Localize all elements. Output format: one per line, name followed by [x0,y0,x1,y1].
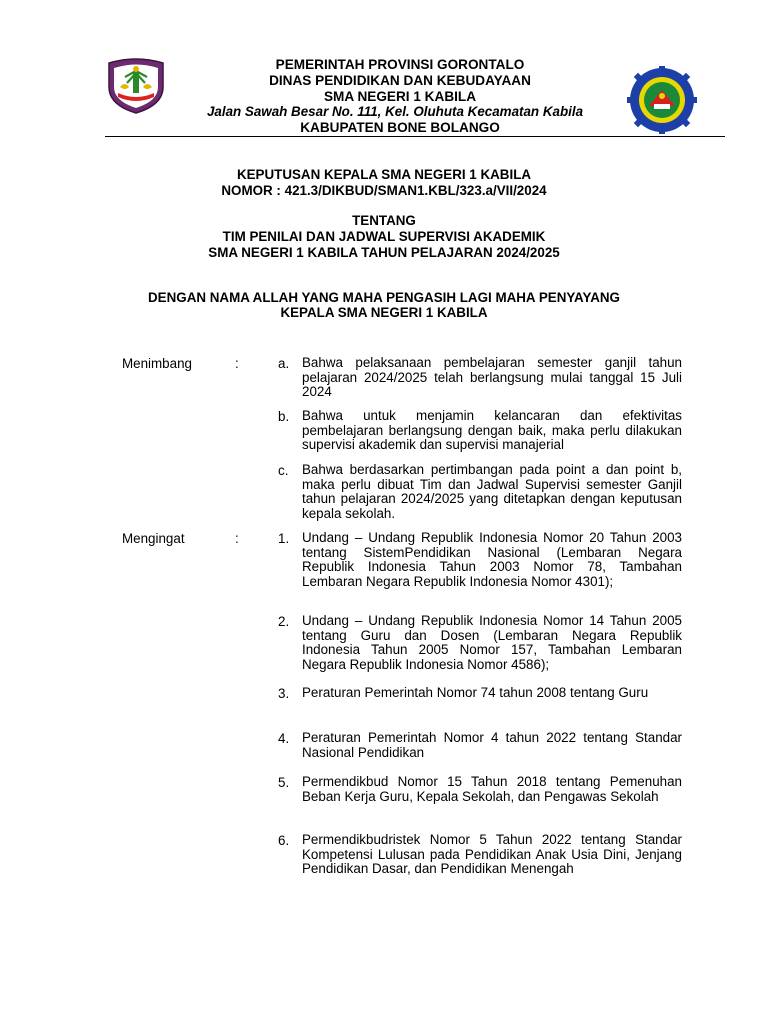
menimbang-item-a: Bahwa pelaksanaan pembelajaran semester ganjil tahun pelajaran 2024/2025 telah berlangsung mulai tanggal 15 Juli 2024 [302,355,682,400]
decree-subject-line2: SMA NEGERI 1 KABILA TAHUN PELAJARAN 2024/2025 [208,245,560,260]
mengingat-marker-5: 5. [278,775,290,790]
letterhead-divider [105,136,725,137]
mengingat-marker-2: 2. [278,614,290,629]
menimbang-marker-c: c. [278,463,289,478]
mengingat-marker-1: 1. [278,531,290,546]
menimbang-item-b: Bahwa untuk menjamin kelancaran dan efektivitas pembelajaran berlangsung dengan baik, maka perlu dilakukan supervisi akademik dan supervisi manajerial [302,408,682,453]
mengingat-marker-6: 6. [278,833,290,848]
decree-subject-line1: TIM PENILAI DAN JADWAL SUPERVISI AKADEMIK [222,229,546,244]
mengingat-marker-4: 4. [278,731,290,746]
mengingat-marker-3: 3. [278,686,290,701]
mengingat-item-1: Undang – Undang Republik Indonesia Nomor 20 Tahun 2003 tentang SistemPendidikan Nasional (Lembaran Negara Republik Indonesia Tahun 2003 Nomor 78, Tambahan Lembaran Negara Republik Indonesia Nomor 4301); [302,530,682,589]
menimbang-marker-a: a. [278,356,290,371]
letterhead-government: PEMERINTAH PROVINSI GORONTALO [275,57,525,72]
letterhead-address: Jalan Sawah Besar No. 111, Kel. Oluhuta Kecamatan Kabila [206,104,584,119]
mengingat-item-4: Peraturan Pemerintah Nomor 4 tahun 2022 tentang Standar Nasional Pendidikan [302,730,682,760]
decree-issuer: KEPALA SMA NEGERI 1 KABILA [280,305,488,320]
provincial-emblem-logo [105,57,167,115]
mengingat-item-5: Permendikbud Nomor 15 Tahun 2018 tentang Pemenuhan Beban Kerja Guru, Kepala Sekolah, dan Pengawas Sekolah [302,774,682,804]
mengingat-item-3: Peraturan Pemerintah Nomor 74 tahun 2008 tentang Guru [302,685,649,700]
menimbang-colon: : [235,356,239,371]
decree-invocation: DENGAN NAMA ALLAH YANG MAHA PENGASIH LAGI MAHA PENYAYANG [148,290,620,305]
mengingat-item-2: Undang – Undang Republik Indonesia Nomor 14 Tahun 2005 tentang Guru dan Dosen (Lembaran Negara Republik Indonesia Tahun 2005 Nomor 157, Tambahan Lembaran Negara Republik Indonesia Nomor 4586); [302,613,682,672]
letterhead-regency: KABUPATEN BONE BOLANGO [300,120,500,135]
mengingat-label: Mengingat [122,531,185,546]
letterhead-school: SMA NEGERI 1 KABILA [323,89,477,104]
decree-title: KEPUTUSAN KEPALA SMA NEGERI 1 KABILA [236,167,532,182]
menimbang-marker-b: b. [278,409,290,424]
school-emblem-logo [627,66,697,134]
decree-number: NOMOR : 421.3/DIKBUD/SMAN1.KBL/323.a/VII/2024 [221,183,547,198]
menimbang-item-c: Bahwa berdasarkan pertimbangan pada point a dan point b, maka perlu dibuat Tim dan Jadwal Supervisi semester Ganjil tahun pelajaran 2024/2025 yang ditetapkan dengan keputusan kepala sekolah. [302,462,682,521]
menimbang-label: Menimbang [122,356,192,371]
letterhead-department: DINAS PENDIDIKAN DAN KEBUDAYAAN [269,73,531,88]
mengingat-colon: : [235,531,239,546]
mengingat-item-6: Permendikbudristek Nomor 5 Tahun 2022 tentang Standar Kompetensi Lulusan pada Pendidikan Anak Usia Dini, Jenjang Pendidikan Dasar, dan Pendidikan Menengah [302,832,682,877]
decree-about: TENTANG [352,213,416,228]
